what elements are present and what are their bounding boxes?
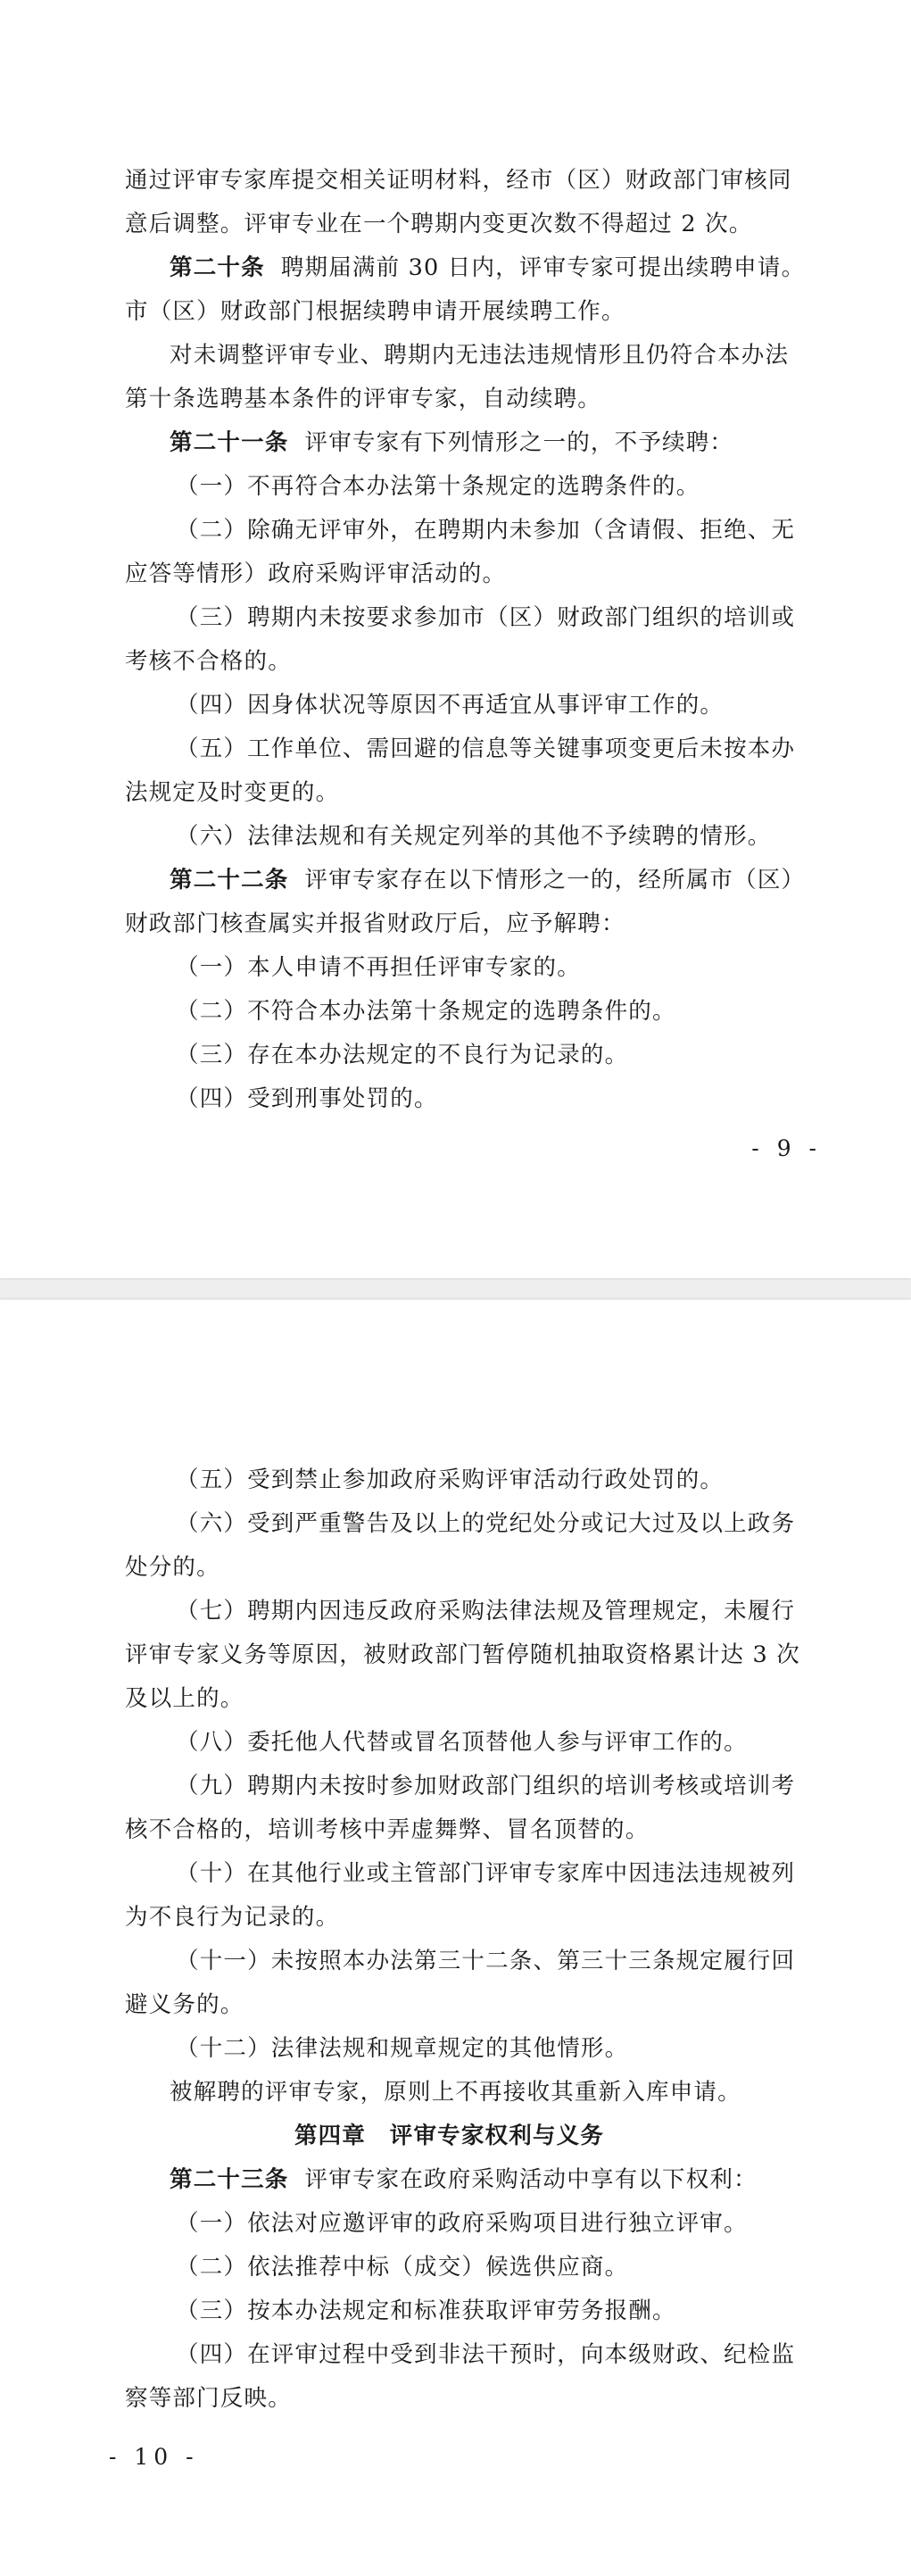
text-line: 被解聘的评审专家，原则上不再接收其重新入库申请。 (170, 2079, 741, 2106)
text-line: 评审专家义务等原因，被财政部门暂停随机抽取资格累计达 3 次 (125, 1641, 800, 1668)
text-line: 应答等情形）政府采购评审活动的。 (125, 561, 507, 587)
article-heading: 第二十二条 (170, 867, 289, 893)
text-line: 财政部门核查属实并报省财政厅后，应予解聘： (125, 910, 625, 937)
article-paragraph (125, 421, 800, 465)
list-item: （三）存在本办法规定的不良行为记录的。 (176, 1042, 629, 1068)
list-item: （三）聘期内未按要求参加市（区）财政部门组织的培训或 (176, 604, 796, 631)
article-heading: 第二十一条 (170, 429, 289, 456)
article-text: 评审专家在政府采购活动中享有以下权利： (304, 2166, 758, 2193)
text-line: 避义务的。 (125, 1991, 244, 2018)
chapter-heading: 第四章 评审专家权利与义务 (294, 2123, 605, 2149)
article-paragraph (125, 859, 806, 902)
article-heading: 第二十三条 (170, 2166, 289, 2193)
text-line: 意后调整。评审专业在一个聘期内变更次数不得超过 2 次。 (125, 211, 753, 237)
article-paragraph (125, 246, 806, 290)
list-item: （九）聘期内未按时参加财政部门组织的培训考核或培训考 (176, 1773, 796, 1799)
list-item: （四）在评审过程中受到非法干预时，向本级财政、纪检监 (176, 2341, 796, 2368)
list-item: （一）本人申请不再担任评审专家的。 (176, 954, 581, 981)
list-item: （四）因身体状况等原因不再适宜从事评审工作的。 (176, 692, 725, 719)
list-item: （五）工作单位、需回避的信息等关键事项变更后未按本办 (176, 735, 796, 762)
list-item: （十一）未按照本办法第三十二条、第三十三条规定履行回 (176, 1948, 796, 1974)
article-paragraph (125, 2158, 800, 2202)
text-line: 为不良行为记录的。 (125, 1904, 340, 1931)
document-page-9 (0, 0, 911, 1278)
list-item: （六）法律法规和有关规定列举的其他不予续聘的情形。 (176, 823, 772, 850)
list-item: （二）除确无评审外，在聘期内未参加（含请假、拒绝、无 (176, 517, 796, 544)
text-line: 法规定及时变更的。 (125, 779, 340, 806)
text-line: 第十条选聘基本条件的评审专家，自动续聘。 (125, 386, 602, 412)
page-body (125, 1458, 800, 2421)
list-item: （七）聘期内因违反政府采购法律法规及管理规定，未履行 (176, 1598, 796, 1625)
list-item: （八）委托他人代替或冒名顶替他人参与评审工作的。 (176, 1729, 748, 1756)
list-item: （五）受到禁止参加政府采购评审活动行政处罚的。 (176, 1467, 725, 1493)
page-number: - 9 - (751, 1135, 822, 1161)
text-line: 处分的。 (125, 1554, 220, 1581)
list-item: （二）不符合本办法第十条规定的选聘条件的。 (176, 998, 676, 1025)
text-line: 及以上的。 (125, 1685, 244, 1712)
list-item: （十）在其他行业或主管部门评审专家库中因违法违规被列 (176, 1860, 796, 1887)
page-number: - 10 - (109, 2444, 199, 2470)
article-text: 评审专家有下列情形之一的，不予续聘： (304, 429, 734, 456)
text-line: 考核不合格的。 (125, 648, 292, 675)
article-text: 评审专家存在以下情形之一的，经所属市（区） (304, 867, 806, 893)
text-line: 通过评审专家库提交相关证明材料，经市（区）财政部门审核同 (125, 167, 792, 194)
list-item: （一）依法对应邀评审的政府采购项目进行独立评审。 (176, 2210, 748, 2237)
text-line: 市（区）财政部门根据续聘申请开展续聘工作。 (125, 298, 625, 325)
list-item: （三）按本办法规定和标准获取评审劳务报酬。 (176, 2298, 676, 2324)
list-item: （六）受到严重警告及以上的党纪处分或记大过及以上政务 (176, 1510, 796, 1537)
list-item: （一）不再符合本办法第十条规定的选聘条件的。 (176, 473, 700, 500)
article-text: 聘期届满前 30 日内，评审专家可提出续聘申请。 (280, 254, 806, 281)
list-item: （四）受到刑事处罚的。 (176, 1085, 438, 1112)
list-item: （二）依法推荐中标（成交）候选供应商。 (176, 2254, 629, 2281)
article-heading: 第二十条 (170, 254, 265, 281)
document-page-10 (0, 1300, 911, 2576)
text-line: 对未调整评审专业、聘期内无违法违规情形且仍符合本办法 (170, 342, 790, 369)
list-item: （十二）法律法规和规章规定的其他情形。 (176, 2035, 629, 2062)
page-body (125, 159, 806, 1121)
text-line: 察等部门反映。 (125, 2385, 292, 2412)
text-line: 核不合格的，培训考核中弄虚舞弊、冒名顶替的。 (125, 1816, 650, 1843)
